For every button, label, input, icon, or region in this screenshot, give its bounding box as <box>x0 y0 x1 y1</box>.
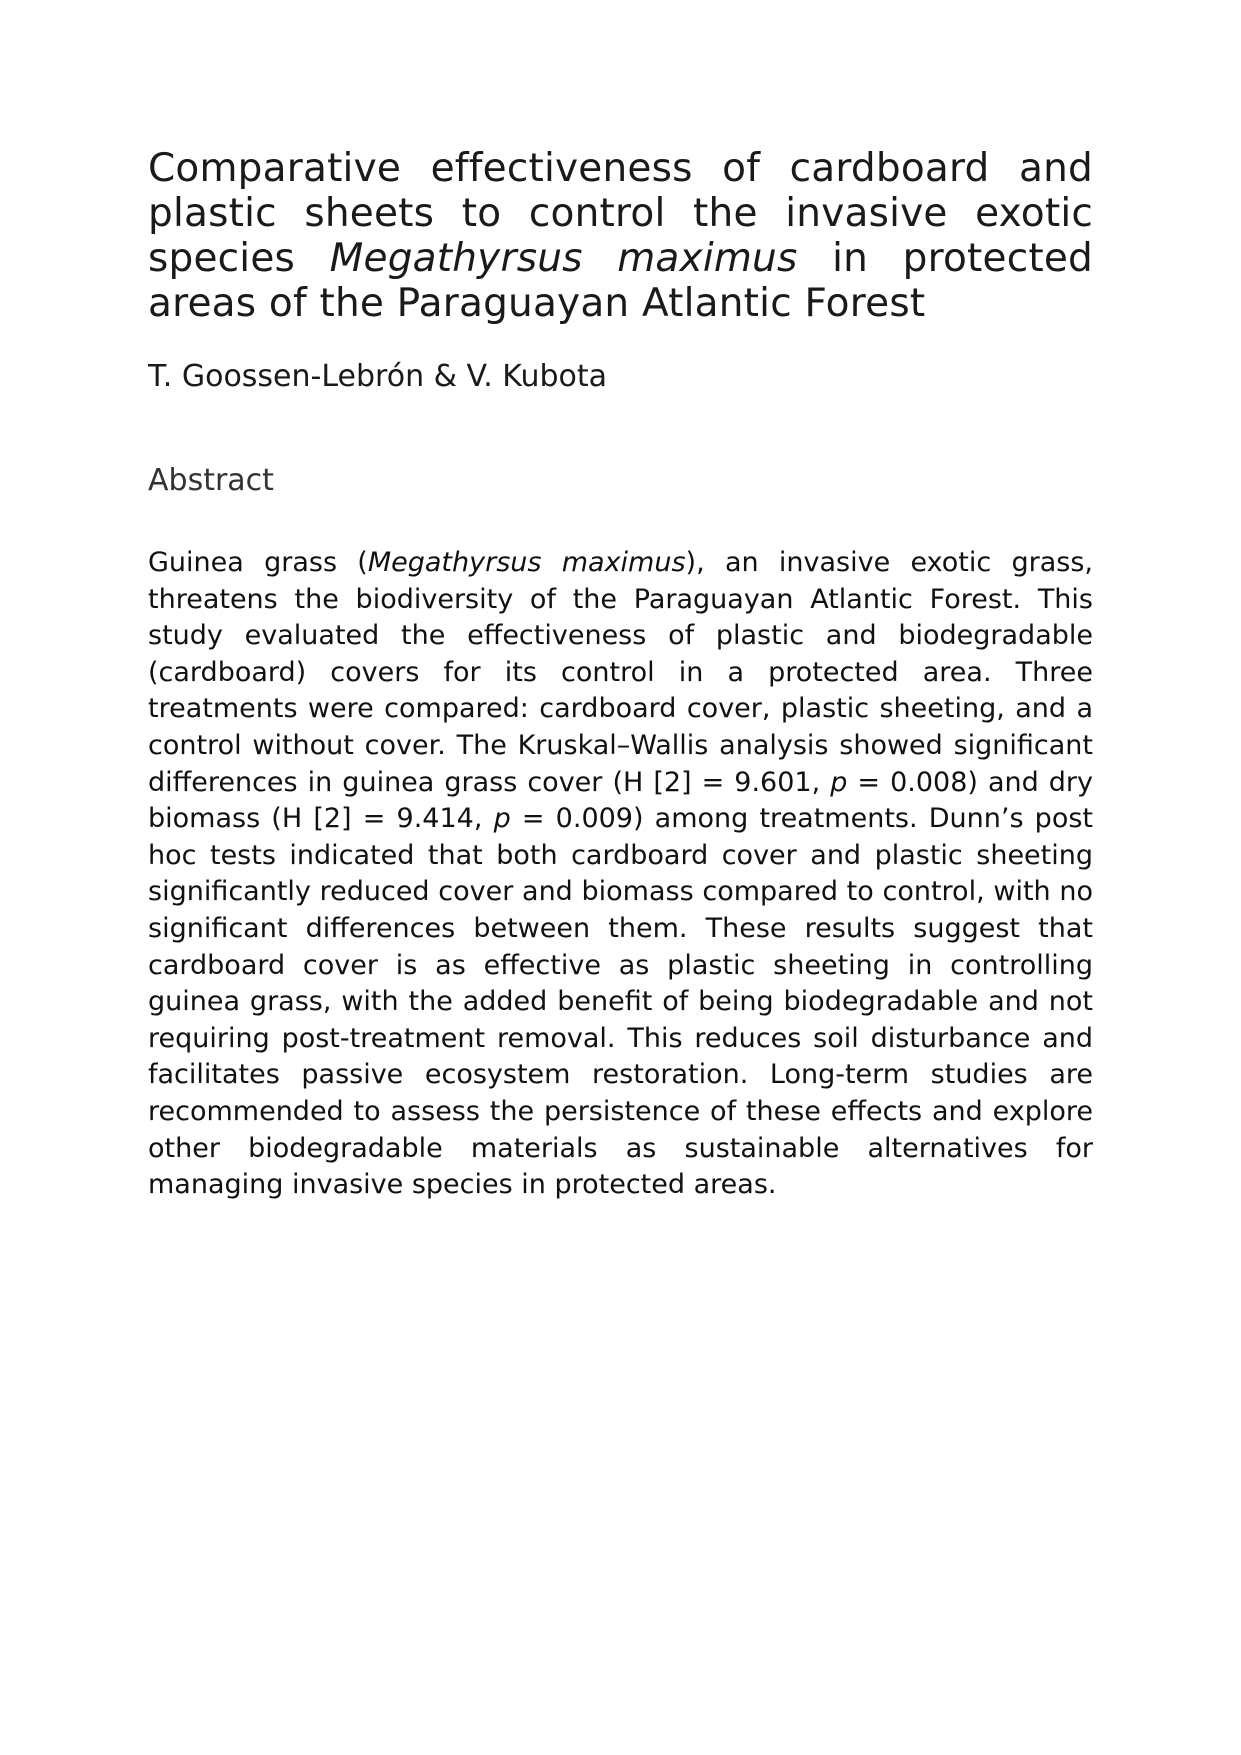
paper-authors: T. Goossen-Lebrón & V. Kubota <box>148 359 608 394</box>
title-text-end: in protected areas of the Paraguayan Atlantic Forest <box>148 236 1093 326</box>
p-value-symbol: p <box>830 766 848 798</box>
abstract-species-name: Megathyrsus maximus <box>367 547 686 578</box>
abstract-segment: ), an invasive exotic grass, threatens the biodiversity of the Paraguayan Atlantic Forest. This study evaluated the effectiveness of plastic and biodegradable (cardboard) covers for its control in a protected area. Three treatments were compared: cardboard cover, plastic sheeting, and a control without cover. The Kruskal–Wallis analysis showed significant differences in guinea grass cover (H [2] = 9.601, <box>148 547 1093 798</box>
abstract-heading: Abstract <box>148 463 274 498</box>
abstract-text <box>148 545 1093 1204</box>
paper-title <box>148 146 1093 326</box>
title-text-start: Comparative effectiveness of cardboard and plastic sheets to control the invasive exotic species <box>148 146 1093 281</box>
abstract-segment: = 0.009) among treatments. Dunn’s post hoc tests indicated that both cardboard cover and plastic sheeting significantly reduced cover and biomass compared to control, with no significant differences between them. These results suggest that cardboard cover is as effective as plastic sheeting in controlling guinea grass, with the added benefit of being biodegradable and not requiring post-treatment removal. This reduces soil disturbance and facilitates passive ecosystem restoration. Long-term studies are recommended to assess the persistence of these effects and explore other biodegradable materials as sustainable alternatives for managing invasive species in protected areas. <box>148 803 1093 1201</box>
p-value-symbol: p <box>493 803 511 835</box>
abstract-segment: Guinea grass ( <box>148 547 368 578</box>
abstract-segment: = 0.008) and dry biomass (H [2] = 9.414, <box>148 766 1094 835</box>
title-species-name: Megathyrsus maximus <box>329 236 798 281</box>
paper-page <box>148 146 1093 1204</box>
